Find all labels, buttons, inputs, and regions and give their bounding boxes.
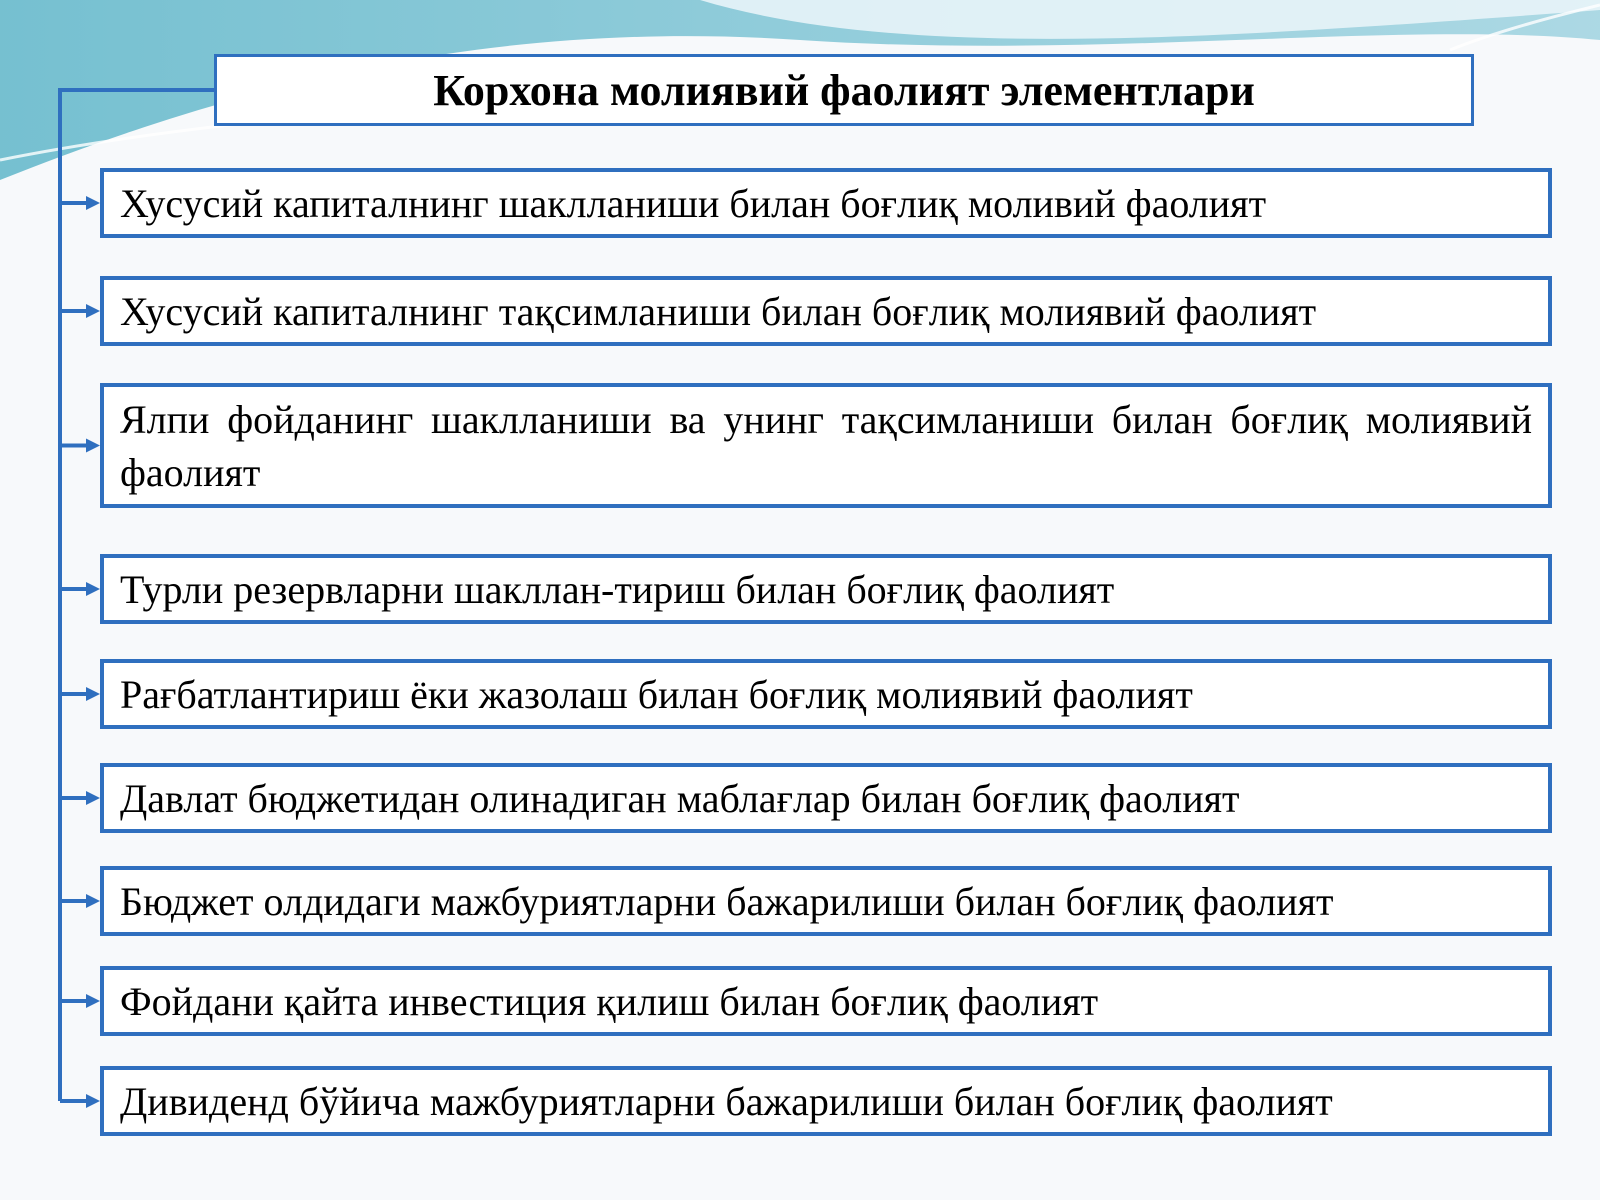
arrow-icon xyxy=(86,791,100,805)
activity-label: Бюджет олдидаги мажбуриятларни бажарилиши билан боғлиқ фаолият xyxy=(120,878,1334,924)
activity-box-6 xyxy=(100,763,1552,833)
arrow-icon xyxy=(86,582,100,596)
activity-box-1 xyxy=(100,168,1552,238)
activity-label: Хусусий капиталнинг тақсимланиши билан боғлиқ молиявий фаолият xyxy=(120,288,1317,334)
activity-label: Турли резервларни шакллан-тириш билан боғлиқ фаолият xyxy=(120,566,1115,612)
arrow-icon xyxy=(86,894,100,908)
arrow-icon xyxy=(86,1094,100,1108)
activity-box-4 xyxy=(100,554,1552,624)
arrow-icon xyxy=(86,687,100,701)
diagram-title: Корхона молиявий фаолият элементлари xyxy=(214,54,1474,126)
activity-box-7 xyxy=(100,866,1552,936)
activity-label: Ялпи фойданинг шаклланиши ва унинг тақсимланиши билан боғлиқ молиявий фаолият xyxy=(120,396,1532,495)
arrow-icon xyxy=(86,994,100,1008)
activity-label: Дивиденд бўйича мажбуриятларни бажарилиши билан боғлиқ фаолият xyxy=(120,1078,1333,1124)
activity-label: Давлат бюджетидан олинадиган маблағлар билан боғлиқ фаолият xyxy=(120,775,1240,821)
activity-label: Фойдани қайта инвестиция қилиш билан боғлиқ фаолият xyxy=(120,978,1099,1024)
arrow-icon xyxy=(86,304,100,318)
activity-box-8 xyxy=(100,966,1552,1036)
activity-box-3 xyxy=(100,383,1552,508)
arrow-icon xyxy=(86,196,100,210)
activity-label: Хусусий капиталнинг шаклланиши билан боғлиқ моливий фаолият xyxy=(120,180,1267,226)
activity-box-2 xyxy=(100,276,1552,346)
activity-box-9 xyxy=(100,1066,1552,1136)
activity-label: Рағбатлантириш ёки жазолаш билан боғлиқ молиявий фаолият xyxy=(120,671,1193,717)
activity-box-5 xyxy=(100,659,1552,729)
arrow-icon xyxy=(86,439,100,453)
